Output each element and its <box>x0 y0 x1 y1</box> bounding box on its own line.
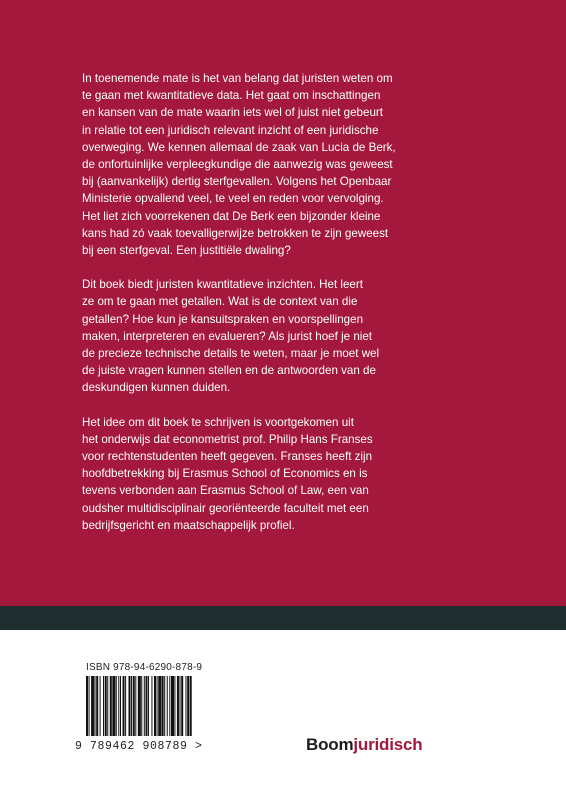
blurb-paragraph-2: Dit boek biedt juristen kwantitatieve inzichten. Het leert ze om te gaan met getallen. Wat is de context van die getallen? Hoe kun je kansuitspraken en voorspellingen maken, interpreteren en evalueren? Als jurist hoef je niet de precieze technische details te weten, maar je moet wel de juiste vragen kunnen stellen en de antwoorden van de deskundigen kunnen duiden. <box>82 278 380 395</box>
dark-band <box>0 606 566 630</box>
barcode-number: 9 789462 908789 > <box>75 740 203 753</box>
blurb-text <box>82 70 482 551</box>
publisher-logo <box>306 735 422 755</box>
isbn-label: ISBN 978-94-6290-878-9 <box>86 662 203 673</box>
publisher-brand: Boom <box>306 735 354 754</box>
publisher-sub: juridisch <box>353 735 423 754</box>
blurb-paragraph-1: In toenemende mate is het van belang dat juristen weten om te gaan met kwantitatieve data. Het gaat om inschattingen en kansen van de mate waarin iets wel of juist niet gebeurt in relatie tot een juridisch relevant inzicht of een juridische overweging. We kennen allemaal de zaak van Lucia de Berk, de onfortuinlijke verpleegkundige die aanwezig was geweest bij (aanvankelijk) dertig sterfgevallen. Volgens het Openbaar Ministerie opvallend veel, te veel en reden voor vervolging. Het liet zich voorrekenen dat De Berk een bijzonder kleine kans had zó vaak toevalligerwijze betrokken te zijn geweest bij een sterfgeval. Een justitiële dwaling? <box>82 72 396 258</box>
white-footer <box>0 630 566 800</box>
blurb-paragraph-3: Het idee om dit boek te schrijven is voortgekomen uit het onderwijs dat econometrist prof. Philip Hans Franses voor rechtenstudenten heeft gegeven. Franses heeft zijn hoofdbetrekking bij Erasmus School of Economics en is tevens verbonden aan Erasmus School of Law, een van oudsher multidisciplinair georiënteerde faculteit met een bedrijfsgericht en maatschappelijk profiel. <box>82 415 373 532</box>
barcode-icon <box>86 676 212 736</box>
